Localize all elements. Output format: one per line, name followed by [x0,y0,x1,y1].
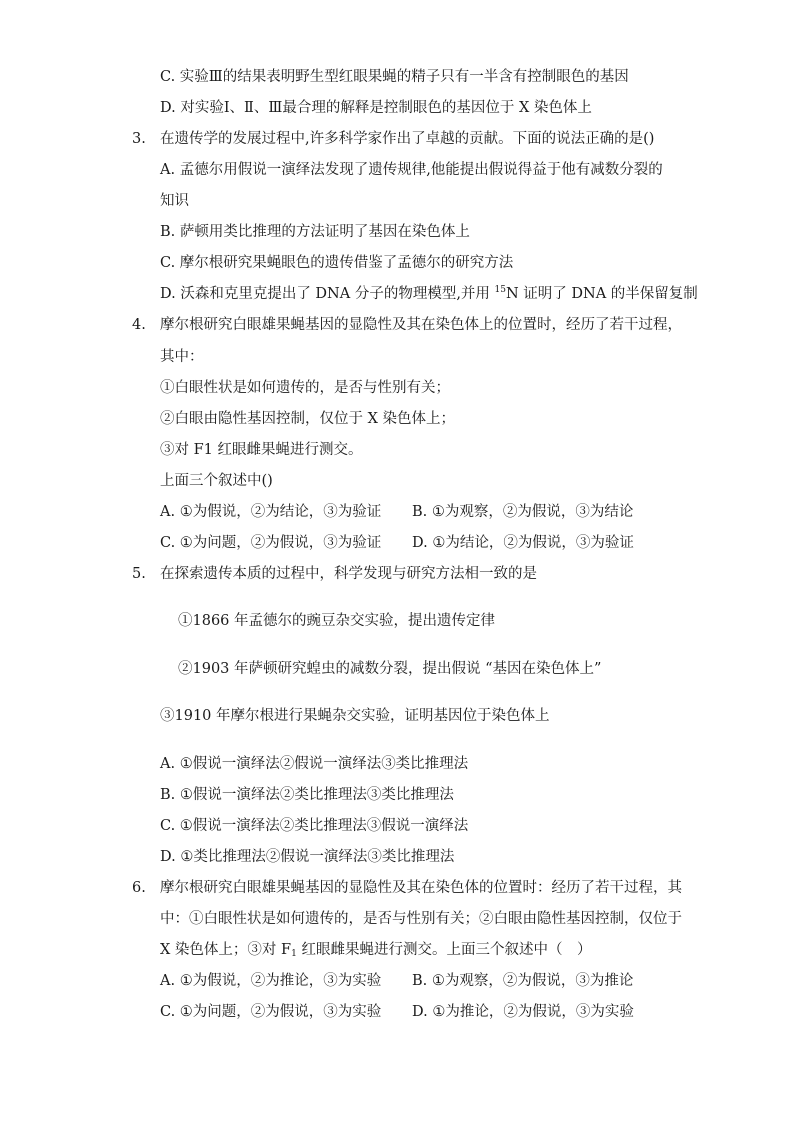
prev-option-c: C. 实验Ⅲ的结果表明野生型红眼果蝇的精子只有一半含有控制眼色的基因 [160,69,629,85]
stem3-text-pre: X 染色体上；③对 F [160,942,292,958]
question-5-option-d: D. ①类比推理法②假说一演绎法③类比推理法 [160,849,455,865]
question-4-option-c: C. ①为问题，②为假说，③为验证 [160,535,382,551]
question-6-stem-line2: 中：①白眼性状是如何遗传的，是否与性别有关；②白眼由隐性基因控制，仅位于 [160,911,682,927]
question-4-item-2: ②白眼由隐性基因控制，仅位于 X 染色体上； [160,411,456,427]
question-5-item-1: ①1866 年孟德尔的豌豆杂交实验，提出遗传定律 [178,613,496,629]
prev-option-d: D. 对实验Ⅰ、Ⅱ、Ⅲ最合理的解释是控制眼色的基因位于 X 染色体上 [160,100,592,116]
question-6-number: 6. [132,880,146,896]
question-3-option-b: B. 萨顿用类比推理的方法证明了基因在染色体上 [160,224,470,240]
question-4-stem-line2: 其中： [160,349,204,365]
option-d-text-post: N 证明了 DNA 的半保留复制 [506,286,698,302]
question-6-option-d: D. ①为推论，②为假说，③为实验 [412,1004,634,1020]
isotope-superscript: 15 [494,285,506,295]
question-6-stem-line1: 摩尔根研究白眼雄果蝇基因的显隐性及其在染色体的位置时：经历了若干过程，其 [160,880,682,896]
question-3-option-c: C. 摩尔根研究果蝇眼色的遗传借鉴了孟德尔的研究方法 [160,255,514,271]
question-5-item-2: ②1903 年萨顿研究蝗虫的减数分裂，提出假说 “基因在染色体上” [178,661,602,677]
question-4-number: 4. [132,317,146,333]
stem3-text-post: 红眼雌果蝇进行测交。上面三个叙述中（ ） [296,942,592,958]
question-4-option-b: B. ①为观察，②为假说，③为结论 [412,504,634,520]
question-6-option-c: C. ①为问题，②为假说，③为实验 [160,1004,382,1020]
question-4-item-1: ①白眼性状是如何遗传的，是否与性别有关； [160,380,450,396]
question-5-option-c: C. ①假说一演绎法②类比推理法③假说一演绎法 [160,818,469,834]
question-3-option-a-cont: 知识 [160,193,189,209]
question-5-option-a: A. ①假说一演绎法②假说一演绎法③类比推理法 [160,756,469,772]
question-5-item-3: ③1910 年摩尔根进行果蝇杂交实验，证明基因位于染色体上 [160,708,550,724]
question-6-stem-line3 [160,940,591,960]
question-4-option-d: D. ①为结论，②为假说，③为验证 [412,535,634,551]
question-4-option-a: A. ①为假说，②为结论，③为验证 [160,504,382,520]
generation-subscript: 1 [291,949,297,959]
question-6-option-a: A. ①为假说，②为推论，③为实验 [160,973,382,989]
question-5-stem: 在探索遗传本质的过程中，科学发现与研究方法相一致的是 [160,566,537,582]
question-6-option-b: B. ①为观察，②为假说，③为推论 [412,973,634,989]
question-4-ask: 上面三个叙述中() [160,473,273,489]
question-4-stem-line1: 摩尔根研究白眼雄果蝇基因的显隐性及其在染色体上的位置时，经历了若干过程， [160,317,682,333]
question-5-number: 5. [132,566,146,582]
question-5-option-b: B. ①假说一演绎法②类比推理法③类比推理法 [160,787,454,803]
question-3-option-d [160,284,698,304]
question-3-option-a: A. 孟德尔用假说一演绎法发现了遗传规律,他能提出假说得益于他有减数分裂的 [160,162,663,178]
question-3-stem: 在遗传学的发展过程中,许多科学家作出了卓越的贡献。下面的说法正确的是() [160,131,655,147]
option-d-text-pre: D. 沃森和克里克提出了 DNA 分子的物理模型,并用 [160,286,495,302]
question-3-number: 3. [132,131,146,147]
question-4-item-3: ③对 F1 红眼雌果蝇进行测交。 [160,442,363,458]
